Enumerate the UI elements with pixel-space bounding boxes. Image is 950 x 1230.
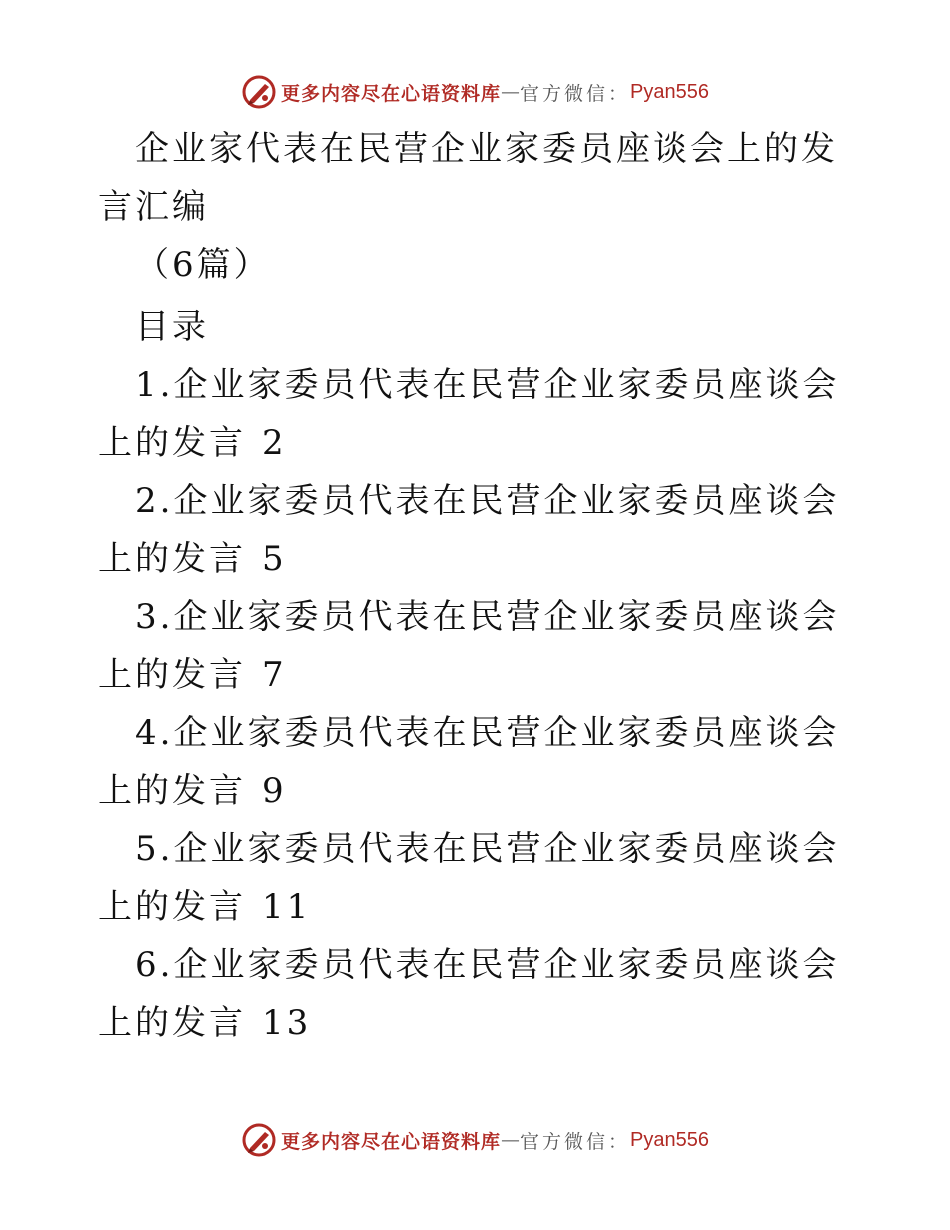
toc-entry-page: 2	[262, 423, 287, 463]
toc-entry-number: 2.	[135, 481, 174, 521]
banner-main-text: 更多内容尽在心语资料库	[281, 82, 502, 105]
toc-entry	[98, 820, 858, 936]
toc-entry-page: 7	[262, 655, 287, 695]
toc-entry-text: 企业家委员代表在民营企业家委员座谈会上的发言	[98, 713, 840, 811]
pen-logo-icon	[241, 1122, 277, 1158]
pen-logo-icon	[241, 74, 277, 110]
header-banner	[0, 70, 950, 114]
toc-entry-text: 企业家委员代表在民营企业家委员座谈会上的发言	[98, 481, 840, 579]
toc-entry	[98, 704, 858, 820]
toc-entry-text: 企业家委员代表在民营企业家委员座谈会上的发言	[98, 829, 840, 927]
banner-wechat-id: Pyan556	[630, 80, 709, 103]
toc-entry-page: 5	[262, 539, 287, 579]
banner-dash: —	[501, 1129, 521, 1151]
toc-entry-number: 3.	[135, 597, 174, 637]
toc-entry-page: 11	[262, 887, 312, 927]
toc-entry-text: 企业家委员代表在民营企业家委员座谈会上的发言	[98, 945, 840, 1043]
banner-wechat-id: Pyan556	[630, 1128, 709, 1151]
toc-entry-text: 企业家委员代表在民营企业家委员座谈会上的发言	[98, 365, 840, 463]
banner-wechat-label: 官方微信：	[520, 82, 631, 105]
document-body	[98, 120, 858, 1052]
toc-entry	[98, 356, 858, 472]
document-title: 企业家代表在民营企业家委员座谈会上的发言汇编	[98, 129, 838, 227]
toc-entry-number: 5.	[135, 829, 174, 869]
toc-entry-text: 企业家委员代表在民营企业家委员座谈会上的发言	[98, 597, 840, 695]
document-subtitle: （6篇）	[135, 245, 271, 285]
toc-heading: 目录	[135, 307, 209, 347]
footer-banner	[0, 1118, 950, 1162]
toc-entry-page: 9	[262, 771, 287, 811]
banner-dash: —	[501, 81, 521, 103]
toc-entry-number: 1.	[135, 365, 174, 405]
toc-entry-number: 6.	[135, 945, 174, 985]
toc-entry	[98, 588, 858, 704]
toc-entry-page: 13	[262, 1003, 312, 1043]
toc-entry	[98, 472, 858, 588]
toc-entry	[98, 936, 858, 1052]
banner-wechat-label: 官方微信：	[520, 1130, 631, 1153]
toc-entry-number: 4.	[135, 713, 174, 753]
banner-main-text: 更多内容尽在心语资料库	[281, 1130, 502, 1153]
